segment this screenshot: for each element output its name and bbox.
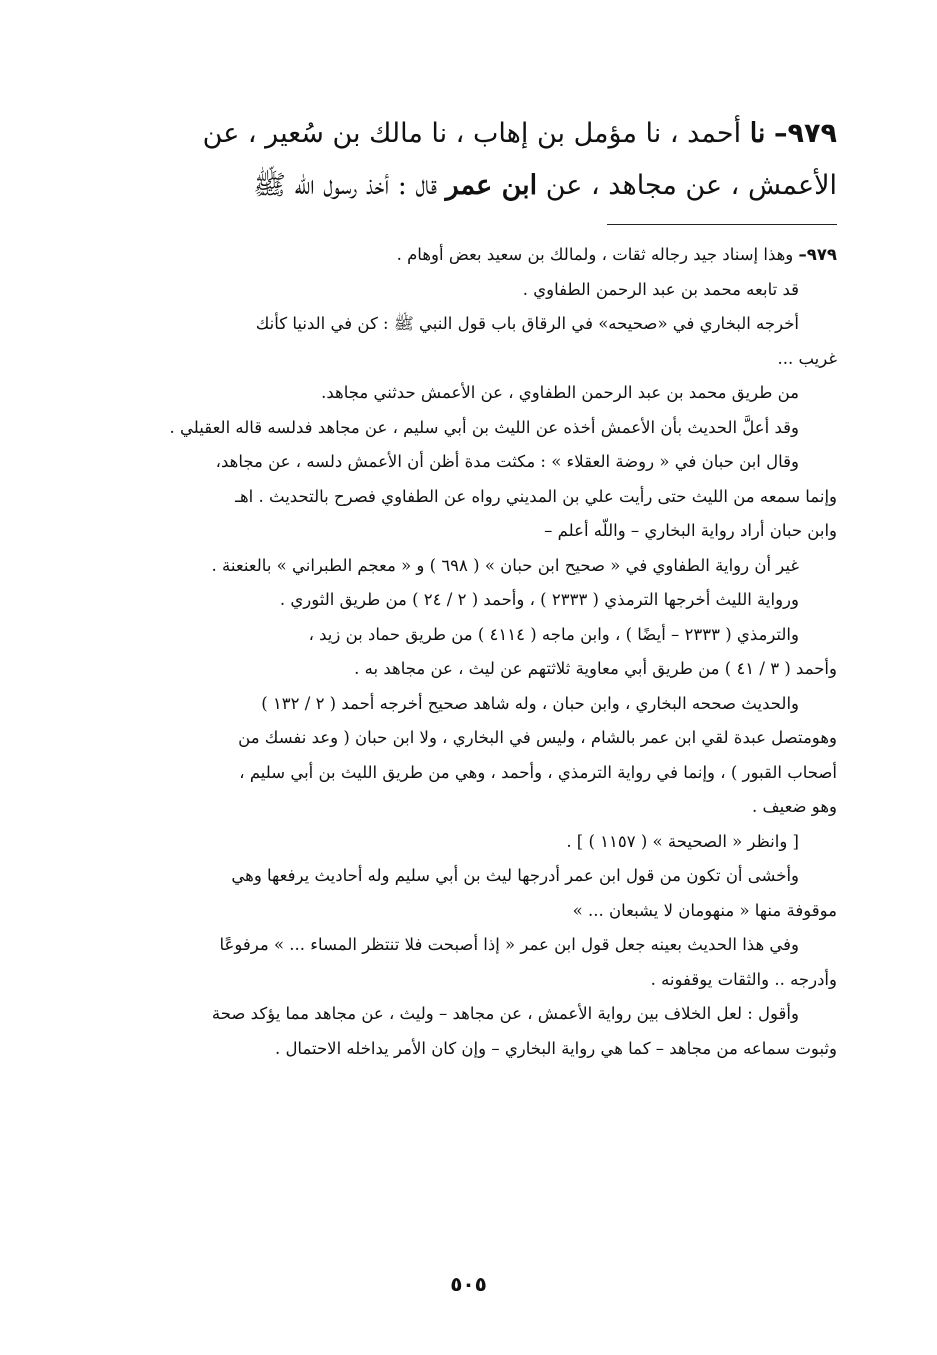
note-line: وهومتصل عبدة لقي ابن عمر بالشام ، وليس في البخاري ، ولا ابن حبان ( وعد نفسك من <box>238 728 837 747</box>
note-line: من طريق محمد بن عبد الرحمن الطفاوي ، عن الأعمش حدثني مجاهد. <box>321 383 799 402</box>
hadith-text <box>100 108 837 212</box>
page-number: ٥٠٥ <box>450 1272 487 1296</box>
note-line: وأخشى أن تكون من قول ابن عمر أدرجها ليث بن أبي سليم وله أحاديث يرفعها وهي <box>231 866 799 885</box>
note-line: وثبوت سماعه من مجاهد – كما هي رواية البخاري – وإن كان الأمر يداخله الاحتمال . <box>274 1038 837 1058</box>
footnote-separator <box>607 224 837 225</box>
note-line: وقال ابن حبان في « روضة العقلاء » : مكثت مدة أظن أن الأعمش دلسه ، عن مجاهد، <box>215 452 799 471</box>
note-line: وأقول : لعل الخلاف بين رواية الأعمش ، عن مجاهد – وليث ، عن مجاهد مما يؤكد صحة <box>211 1004 799 1023</box>
hadith-line-1 <box>100 108 837 160</box>
hadith-companion: ابن عمر <box>445 170 538 201</box>
note-line: غريب ... <box>777 348 837 368</box>
note-line: ورواية الليث أخرجها الترمذي ( ٢٣٣٣ ) ، وأحمد ( ٢ / ٢٤ ) من طريق الثوري . <box>279 590 799 609</box>
note-line: والحديث صححه البخاري ، وابن حبان ، وله شاهد صحيح أخرجه أحمد ( ٢ / ١٣٢ ) <box>261 693 799 713</box>
note-line: وفي هذا الحديث بعينه جعل قول ابن عمر « إذا أصبحت فلا تنتظر المساء ... » مرفوعًا <box>219 935 799 954</box>
note-line: وإنما سمعه من الليث حتى رأيت علي بن المديني رواه عن الطفاوي فصرح بالتحديث . اهـ <box>235 486 837 506</box>
note-line: ٩٧٩– وهذا إسناد جيد رجاله ثقات ، ولمالك بن سعيد بعض أوهام . <box>396 245 837 264</box>
note-line: أخرجه البخاري في «صحيحه» في الرقاق باب قول النبي ﷺ : كن في الدنيا كأنك <box>255 314 799 333</box>
note-line: وقد أعلَّ الحديث بأن الأعمش أخذه عن الليث بن أبي سليم ، عن مجاهد فدلسه قاله العقيلي . <box>169 417 799 437</box>
hadith-chain-2: الأعمش ، عن مجاهد ، عن <box>545 170 837 201</box>
note-line: والترمذي ( ٢٣٣٣ – أيضًا ) ، وابن ماجه ( ٤١١٤ ) من طريق حماد بن زيد ، <box>308 624 799 644</box>
note-line: قد تابعه محمد بن عبد الرحمن الطفاوي . <box>522 279 799 299</box>
footnotes <box>130 238 837 1066</box>
note-line: [ وانظر « الصحيحة » ( ١١٥٧ ) ] . <box>566 831 799 851</box>
hadith-line-2 <box>100 160 837 212</box>
hadith-number: ٩٧٩– <box>774 118 837 149</box>
note-line: وأدرجه .. والثقات يوقفونه . <box>650 969 837 989</box>
note-line: غير أن رواية الطفاوي في « صحيح ابن حبان » ( ٦٩٨ ) و « معجم الطبراني » بالعنعنة . <box>211 555 799 575</box>
hadith-chain-1: أحمد ، نا مؤمل بن إهاب ، نا مالك بن سُعير ، عن <box>202 118 742 149</box>
note-number: ٩٧٩– <box>798 245 837 264</box>
note-line: موقوفة منها « منهومان لا يشبعان ... » <box>572 900 837 920</box>
note-line: وهو ضعيف . <box>752 797 837 816</box>
note-line: أصحاب القبور ) ، وإنما في رواية الترمذي ، وأحمد ، وهي من طريق الليث بن أبي سليم ، <box>239 762 837 782</box>
hadith-narration-word: نا <box>749 118 766 149</box>
hadith-chain-3: قال : أخذ رسول اللّه ﷺ <box>253 170 437 201</box>
note-line: وابن حبان أراد رواية البخاري – واللّه أعلم – <box>544 521 837 540</box>
note-line: وأحمد ( ٣ / ٤١ ) من طريق أبي معاوية ثلاثتهم عن ليث ، عن مجاهد به . <box>354 659 837 678</box>
